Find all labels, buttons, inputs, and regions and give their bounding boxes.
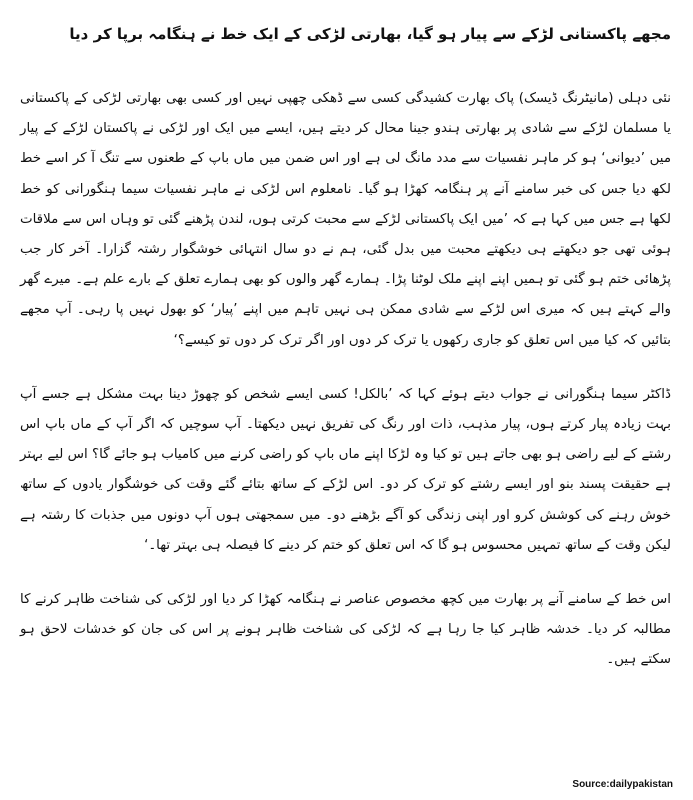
article-paragraph-1: نئی دہلی (مانیٹرنگ ڈیسک) پاک بھارت کشیدگی کسی سے ڈھکی چھپی نہیں اور کسی بھی بھارتی لڑکی کے پاکستانی یا مسلمان لڑکے سے شادی پر بھارتی ہندو جینا محال کر دیتے ہیں، ایسے میں ایک اور لڑکی نے پاکستان لڑکے کے پیار میں ’دیوانی‘ ہو کر ماہر نفسیات سے مدد مانگ لی ہے اور اس ضمن میں ماں باپ کے طعنوں سے تنگ آ کر اسے خط لکھ دیا جس کی خبر سامنے آنے پر ہنگامہ کھڑا ہو گیا۔ نامعلوم اس لڑکی نے ماہر نفسیات سیما ہنگورانی کو خط لکھا ہے جس میں کہا ہے کہ ’میں ایک پاکستانی لڑکے سے محبت کرتی ہوں، لندن پڑھنے گئی تو وہاں اس سے ملاقات ہوئی تھی جو دیکھتے ہی دیکھتے محبت میں بدل گئی، ہم نے دو سال انتہائی خوشگوار رشتہ گزارا۔ آخر کار جب پڑھائی ختم ہو گئی تو ہمیں اپنے اپنے ملک لوٹنا پڑا۔ ہمارے گھر والوں کو بھی ہمارے تعلق کے بارے علم ہے۔ میرے گھر والے کہتے ہیں کہ میری اس لڑکے سے شادی ممکن ہی نہیں تاہم میں اپنے ’پیار‘ کو بھول نہیں پا رہی۔ آپ مجھے بتائیں کہ کیا میں اس تعلق کو جاری رکھوں یا ترک کر دوں اور اگر ترک کر دوں تو کیسے؟‘: [20, 91, 671, 348]
article-headline: مجھے پاکستانی لڑکے سے پیار ہو گیا، بھارتی لڑکی کے ایک خط نے ہنگامہ برپا کر دیا: [69, 25, 671, 43]
article-paragraph-3: اس خط کے سامنے آنے پر بھارت میں کچھ مخصوص عناصر نے ہنگامہ کھڑا کر دیا اور لڑکی کی شناخت ظاہر کرنے کا مطالبہ کر دیا۔ خدشہ ظاہر کیا جا رہا ہے کہ لڑکی کی شناخت ظاہر ہونے پر اس کی جان کو خدشات لاحق ہو سکتے ہیں۔: [20, 592, 671, 668]
article-paragraph-2: ڈاکٹر سیما ہنگورانی نے جواب دیتے ہوئے کہا کہ ’بالکل! کسی ایسے شخص کو چھوڑ دینا بہت مشکل ہے جسے آپ بہت زیادہ پیار کرتے ہوں، پیار مذہب، ذات اور رنگ کی تفریق نہیں دیکھتا۔ آپ سوچیں کہ اگر آپ کے ماں باپ اس رشتے کے لیے راضی ہو بھی جاتے ہیں تو کیا وہ لڑکا اپنے ماں باپ کو راضی کرنے میں کامیاب ہو جائے گا؟ اس لیے بہتر ہے حقیقت پسند بنو اور ایسے رشتے کو ترک کر دو۔ اس لڑکے کے ساتھ بتائے گئے وقت کی خوشگوار یادوں کے ساتھ خوش رہنے کی کوشش کرو اور اپنی زندگی کو آگے بڑھنے دو۔ میں سمجھتی ہوں آپ دونوں میں جذبات کا رشتہ ہے لیکن وقت کے ساتھ تمہیں محسوس ہو گا کہ اس تعلق کو ختم کر دینے کا فیصلہ ہی بہتر تھا۔‘: [20, 386, 671, 553]
source-credit: Source:dailypakistan: [572, 779, 673, 790]
